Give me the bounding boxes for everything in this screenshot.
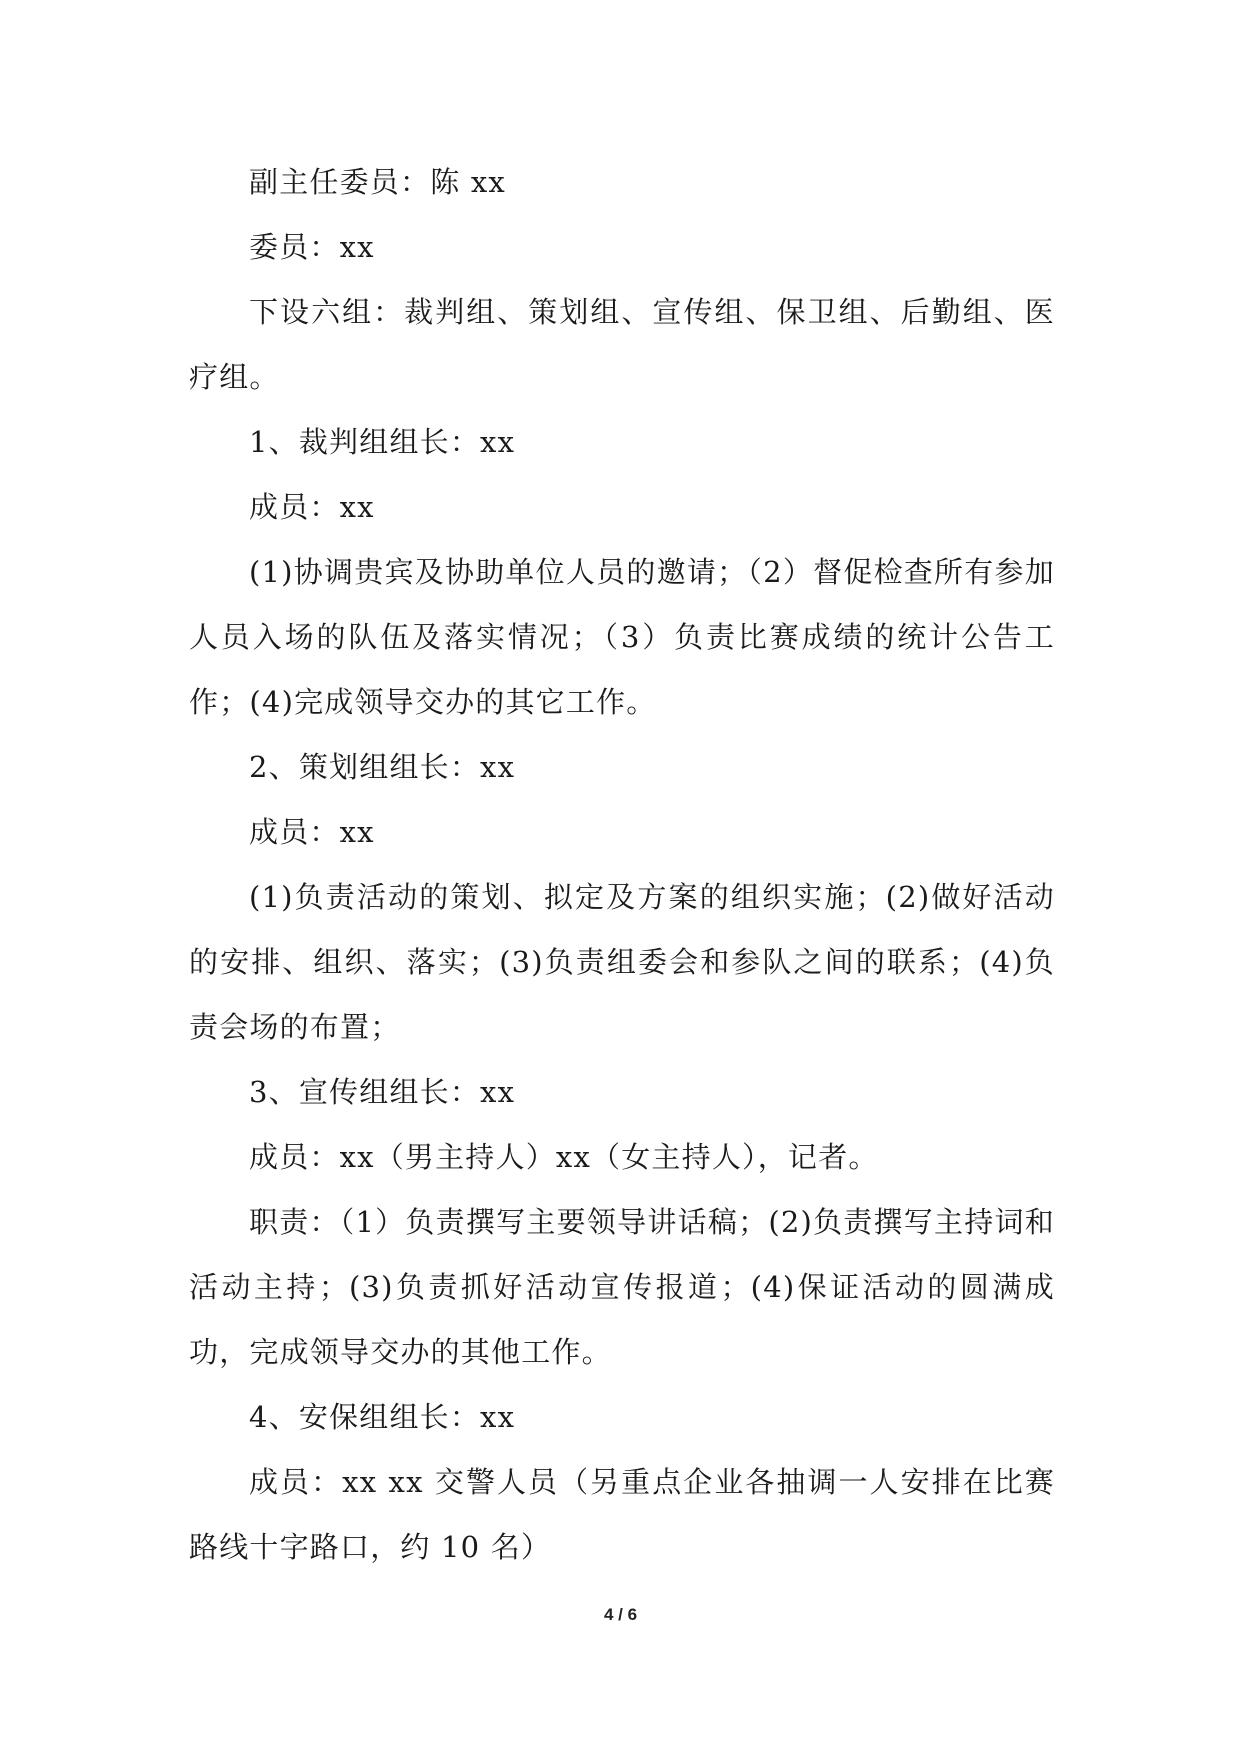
document-body	[189, 150, 1055, 1580]
paragraph-planning-members: 成员：xx	[249, 815, 375, 849]
paragraph-members: 委员：xx	[249, 230, 375, 264]
heading-planning-group: 2、策划组组长：xx	[249, 750, 516, 784]
page-number: 4 / 6	[603, 1605, 638, 1624]
heading-publicity-group: 3、宣传组组长：xx	[249, 1075, 516, 1109]
paragraph-publicity-duties: 职责：（1）负责撰写主要领导讲话稿；(2)负责撰写主持词和活动主持；(3)负责抓好活动宣传报道；(4)保证活动的圆满成功，完成领导交办的其他工作。	[189, 1205, 1055, 1369]
paragraph-referee-duties: (1)协调贵宾及协助单位人员的邀请；（2）督促检查所有参加人员入场的队伍及落实情况；（3）负责比赛成绩的统计公告工作；(4)完成领导交办的其它工作。	[189, 555, 1055, 719]
paragraph-referee-members: 成员：xx	[249, 490, 375, 524]
paragraph-security-members: 成员：xx xx 交警人员（另重点企业各抽调一人安排在比赛路线十字路口，约 10 名）	[189, 1465, 1055, 1564]
paragraph-planning-duties: (1)负责活动的策划、拟定及方案的组织实施；(2)做好活动的安排、组织、落实；(3)负责组委会和参队之间的联系；(4)负责会场的布置；	[189, 880, 1055, 1044]
paragraph-six-groups: 下设六组：裁判组、策划组、宣传组、保卫组、后勤组、医疗组。	[189, 295, 1055, 394]
heading-security-group: 4、安保组组长：xx	[249, 1400, 516, 1434]
heading-referee-group: 1、裁判组组长：xx	[249, 425, 516, 459]
paragraph-vice-director: 副主任委员：陈 xx	[249, 165, 506, 199]
paragraph-publicity-members: 成员：xx（男主持人）xx（女主持人），记者。	[249, 1140, 879, 1174]
